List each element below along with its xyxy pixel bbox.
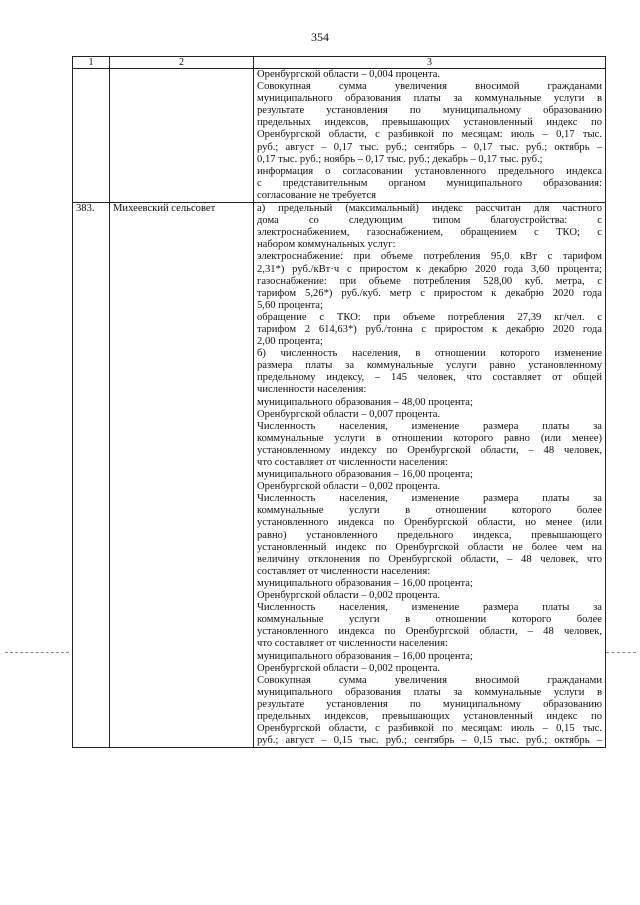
text-line: Совокупная сумма увеличения вносимой гражданами bbox=[257, 674, 602, 686]
text-line: что составляет от численности населения: bbox=[257, 638, 448, 650]
text-line: 0,17 тыс. руб.; ноябрь – 0,17 тыс. руб.; декабрь – 0,17 тыс. руб.; bbox=[257, 153, 543, 165]
text-line: установленного индекса по Оренбургской области, – 48 человек, bbox=[257, 626, 602, 638]
text-line: 2,31*) руб./кВт·ч с приростом к декабрю 2020 года 3,60 процента; bbox=[257, 263, 602, 275]
text-line: что составляет от численности населения: bbox=[257, 457, 448, 468]
text-line: численности населения: bbox=[257, 384, 367, 396]
text-line: 5,60 процента; bbox=[257, 299, 323, 311]
text-line: муниципального образования платы за коммунальные услуги в bbox=[257, 93, 602, 105]
row-number: 383. bbox=[73, 203, 110, 748]
text-line: руб.; август – 0,15 тыс. руб.; сентябрь – 0,15 тыс. руб.; октябрь – bbox=[257, 735, 602, 747]
table-row-383 bbox=[73, 203, 606, 748]
text-line: Оренбургской области – 0,002 процента. bbox=[257, 590, 441, 602]
page-number: 354 bbox=[311, 30, 329, 44]
text-line: коммунальные услуги в отношении которого более bbox=[257, 614, 602, 626]
text-line: дома со следующим типом благоустройства: с bbox=[257, 215, 602, 227]
text-line: обращение с ТКО: при объеме потребления 27,39 кг/чел. с bbox=[257, 311, 602, 323]
text-line: Численность населения, изменение размера платы за bbox=[257, 602, 602, 614]
text-line: Оренбургской области – 0,002 процента. bbox=[257, 662, 441, 674]
text-line: муниципального образования – 16,00 процента; bbox=[257, 650, 473, 662]
text-line: Оренбургской области, с разбивкой по месяцам: июль – 0,15 тыс. bbox=[257, 723, 602, 735]
text-line: Численность населения, изменение размера платы за bbox=[257, 420, 602, 432]
text-line: набором коммунальных услуг: bbox=[257, 239, 396, 251]
text-line: руб.; август – 0,17 тыс. руб.; сентябрь – 0,17 тыс. руб.; октябрь – bbox=[257, 141, 602, 153]
text-line: предельных индексов, превышающих установленный индекс по bbox=[257, 710, 602, 722]
row-text-cell bbox=[254, 69, 606, 203]
text-line: составляет от численности населения: bbox=[257, 565, 431, 577]
text-line: муниципального образования – 48,00 процента; bbox=[257, 396, 473, 408]
text-line: равно) установленного предельного индекса, превышающего bbox=[257, 529, 602, 541]
text-line: электроснабжением, газоснабжением, обращением с ТКО; с bbox=[257, 227, 602, 239]
text-line: Совокупная сумма увеличения вносимой гражданами bbox=[257, 81, 602, 93]
text-line: величину отклонения по Оренбургской области, – 48 человек, что bbox=[257, 553, 602, 565]
text-line: 2,00 процента; bbox=[257, 336, 323, 348]
text-line: Оренбургской области – 0,004 процента. bbox=[257, 69, 441, 80]
table-row-continued bbox=[73, 69, 606, 203]
text-line: муниципального образования – 16,00 процента; bbox=[257, 469, 473, 481]
text-line: согласование не требуется bbox=[257, 189, 377, 201]
text-line: тарифом 2 614,63*) руб./тонна с приростом к декабрю 2020 года bbox=[257, 323, 602, 335]
scan-artifact-line-right bbox=[606, 652, 636, 653]
text-line: муниципального образования платы за коммунальные услуги в bbox=[257, 686, 602, 698]
text-line: а) предельный (максимальный) индекс рассчитан для частного bbox=[257, 203, 602, 215]
text-line: электроснабжение: при объеме потребления 95,0 кВт с тарифом bbox=[257, 251, 602, 263]
text-line: Оренбургской области, с разбивкой по месяцам: июль – 0,17 тыс. bbox=[257, 129, 602, 141]
text-line: б) численность населения, в отношении которого изменение bbox=[257, 348, 602, 360]
text-line: коммунальные услуги в отношении которого более bbox=[257, 505, 602, 517]
document-table bbox=[72, 56, 606, 748]
text-line: установленного индекса по Оренбургской области, но менее (или bbox=[257, 517, 602, 529]
header-col-3: 3 bbox=[254, 57, 606, 69]
text-line: установленному индексу по Оренбургской области, – 48 человек, bbox=[257, 444, 602, 456]
row-text-cell bbox=[254, 203, 606, 748]
text-line: коммунальные услуги в отношении которого равно (или менее) bbox=[257, 432, 602, 444]
scan-artifact-line-left bbox=[5, 652, 69, 653]
text-line: предельному индексу, – 145 человек, что составляет от общей bbox=[257, 372, 602, 384]
text-line: установленный индекс по Оренбургской области не более чем на bbox=[257, 541, 602, 553]
text-line: результате установления по муниципальному образованию bbox=[257, 698, 602, 710]
text-line: тарифом 5,26*) руб./куб. метр с приростом к декабрю 2020 года bbox=[257, 287, 602, 299]
header-col-1: 1 bbox=[73, 57, 110, 69]
text-line: с представительным органом муниципального образования: bbox=[257, 177, 602, 189]
text-line: результате установления по муниципальному образованию bbox=[257, 105, 602, 117]
text-line: Оренбургской области – 0,007 процента. bbox=[257, 408, 441, 420]
row-name-cell-empty bbox=[110, 69, 254, 203]
text-line: газоснабжение: при объеме потребления 528,00 куб. метра, с bbox=[257, 275, 602, 287]
text-line: Оренбургской области – 0,002 процента. bbox=[257, 481, 441, 493]
text-line: размера платы за коммунальные услуги равно установленному bbox=[257, 360, 602, 372]
text-line: Численность населения, изменение размера платы за bbox=[257, 493, 602, 505]
row-number-cell-empty bbox=[73, 69, 110, 203]
table-header-row bbox=[73, 57, 606, 69]
text-line: информация о согласовании установленного предельного индекса bbox=[257, 165, 602, 177]
municipality-name: Михеевский сельсовет bbox=[110, 203, 254, 748]
text-line: муниципального образования – 16,00 процента; bbox=[257, 577, 473, 589]
text-line: предельных индексов, превышающих установленный индекс по bbox=[257, 117, 602, 129]
header-col-2: 2 bbox=[110, 57, 254, 69]
